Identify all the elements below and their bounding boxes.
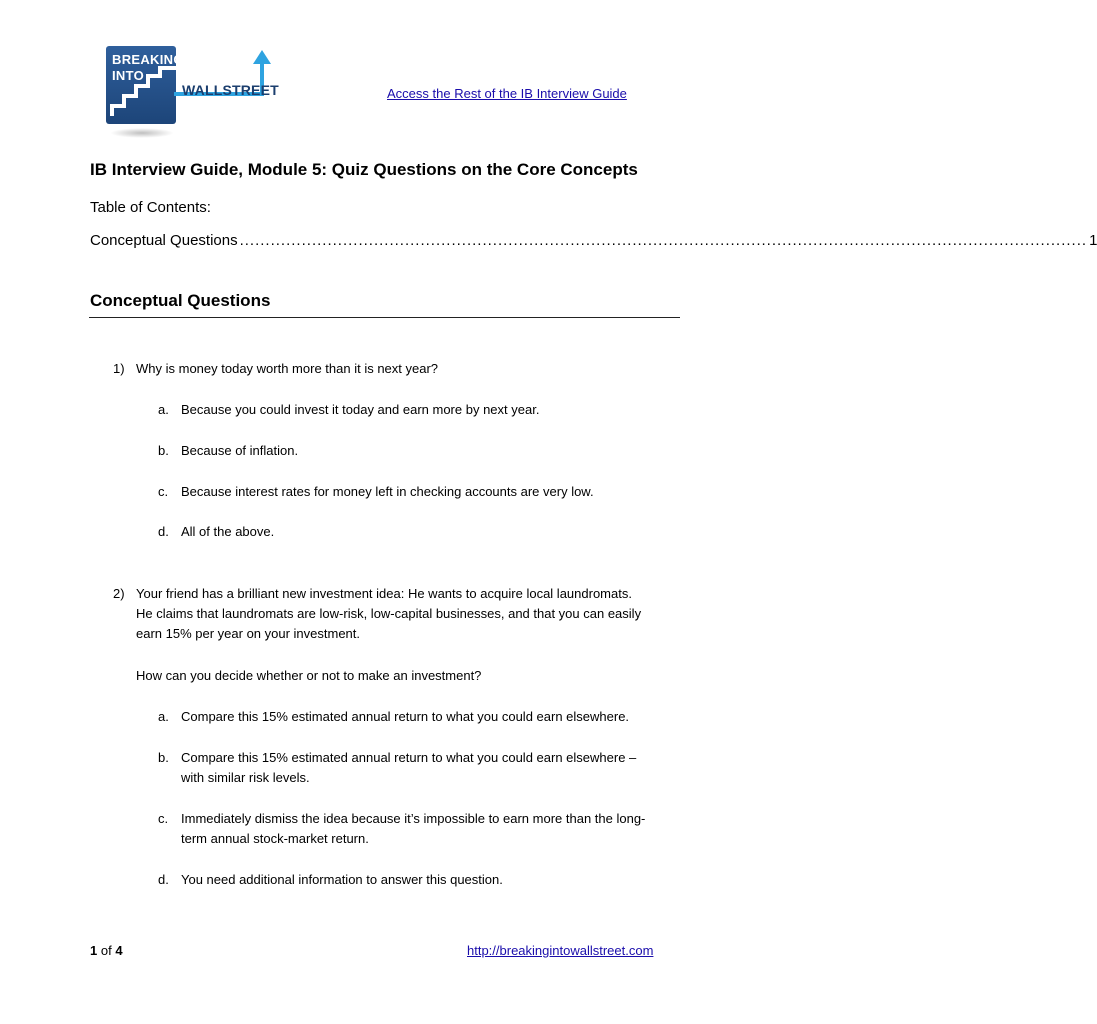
toc-leader-dots (240, 232, 1087, 249)
option-letter: b. (158, 443, 169, 458)
page-current: 1 (90, 943, 98, 958)
interview-guide-link[interactable]: Access the Rest of the IB Interview Guide (387, 86, 627, 101)
question-text-line-2: He claims that laundromats are low-risk, low-capital businesses, and that you can easily (136, 606, 642, 621)
question-number: 1) (113, 361, 125, 376)
document-title: IB Interview Guide, Module 5: Quiz Questions on the Core Concepts (90, 160, 638, 179)
option-letter: b. (158, 750, 169, 765)
option-letter: d. (158, 524, 169, 539)
toc-heading: Table of Contents: (90, 199, 211, 216)
option-text: Because interest rates for money left in checking accounts are very low. (181, 484, 594, 499)
page-number (90, 943, 123, 958)
question-text-line-3: earn 15% per year on your investment. (136, 626, 361, 641)
logo-shadow (110, 128, 174, 138)
logo (104, 44, 279, 140)
option-letter: a. (158, 709, 169, 724)
option-letter: c. (158, 811, 169, 826)
option-text-line-2: with similar risk levels. (181, 770, 310, 785)
option-text: Because you could invest it today and earn more by next year. (181, 402, 540, 417)
toc-entry[interactable] (90, 232, 1097, 249)
toc-entry-page: 1 (1089, 232, 1097, 249)
question-number: 2) (113, 586, 125, 601)
question-text: Why is money today worth more than it is next year? (136, 361, 439, 376)
option-text: Because of inflation. (181, 443, 299, 458)
option-text-line-1: Immediately dismiss the idea because it’s impossible to earn more than the long- (181, 811, 646, 826)
logo-line-2: INTO (112, 68, 145, 83)
page-of: of (100, 943, 112, 958)
option-text: Compare this 15% estimated annual return to what you could earn elsewhere. (181, 709, 630, 724)
section-title: Conceptual Questions (90, 291, 271, 310)
option-letter: c. (158, 484, 169, 499)
website-link[interactable]: http://breakingintowallstreet.com (467, 943, 654, 958)
question-text-line-1: Your friend has a brilliant new investment idea: He wants to acquire local laundromats. (136, 586, 632, 601)
option-letter: d. (158, 872, 169, 887)
option-text-line-1: Compare this 15% estimated annual return to what you could earn elsewhere – (181, 750, 637, 765)
page-total: 4 (115, 943, 123, 958)
option-text: You need additional information to answer this question. (181, 872, 503, 887)
option-letter: a. (158, 402, 169, 417)
logo-line-3: WALLSTREET (182, 82, 279, 98)
logo-line-1: BREAKING (112, 52, 184, 67)
option-text-line-2: term annual stock-market return. (181, 831, 369, 846)
toc-entry-label: Conceptual Questions (90, 232, 238, 249)
section-divider (89, 317, 680, 318)
question-prompt: How can you decide whether or not to make an investment? (136, 668, 482, 683)
option-text: All of the above. (181, 524, 275, 539)
